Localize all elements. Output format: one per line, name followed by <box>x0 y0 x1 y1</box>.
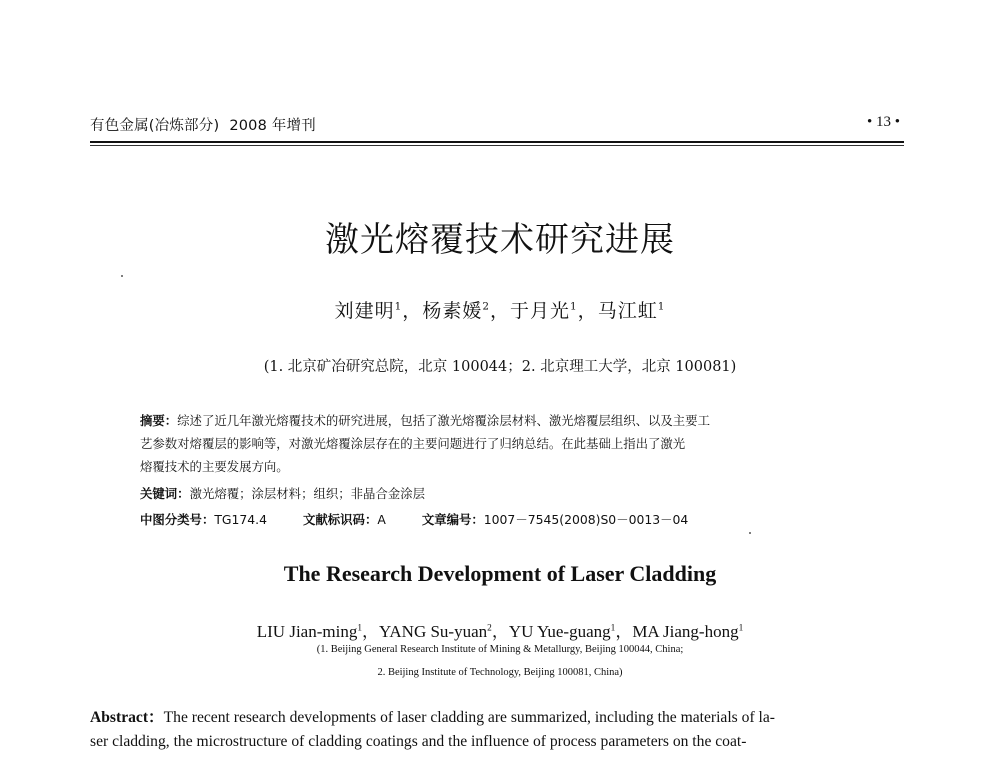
abstract-text: 综述了近几年激光熔覆技术的研究进展，包括了激光熔覆涂层材料、激光熔覆层组织、以及主要工 <box>177 413 710 428</box>
running-header <box>90 114 904 138</box>
document-code <box>303 510 386 528</box>
author-affiliation-mark: 1 <box>357 623 362 634</box>
scan-speck <box>749 532 751 534</box>
author-affiliation-mark: 1 <box>570 300 578 313</box>
chinese-keywords <box>140 484 425 502</box>
article-number-label: 文章编号： <box>421 512 484 527</box>
author-name: 杨素媛 <box>422 300 483 322</box>
english-title: The Research Development of Laser Cladding <box>283 561 717 586</box>
author-affiliation-mark: 1 <box>610 623 616 634</box>
abstract-line <box>140 409 862 432</box>
author-name: YU Yue-guang <box>508 622 611 641</box>
author-separator: ， <box>402 300 423 322</box>
author-name: YANG Su-yuan <box>379 622 488 641</box>
abstract-text: The recent research developments of laser cladding are summarized, including the materials of la- <box>163 709 775 726</box>
abstract-label: 摘要： <box>140 413 178 428</box>
abstract-line <box>90 706 904 730</box>
journal-issue: 2008 年增刊 <box>229 118 316 134</box>
chinese-affiliation: (1. 北京矿冶研究总院，北京 100044；2. 北京理工大学，北京 100081) <box>263 359 737 375</box>
author-name: MA Jiang-hong <box>632 622 739 641</box>
author-affiliation-mark: 2 <box>482 300 490 313</box>
author-affiliation-mark: 1 <box>394 300 403 313</box>
english-affiliation-line: 2. Beijing Institute of Technology, Beijing 100081, China) <box>377 667 623 678</box>
chinese-abstract <box>140 409 862 478</box>
scan-speck <box>121 275 123 277</box>
document-code-label: 文献标识码： <box>303 512 378 527</box>
author-separator: ， <box>615 622 633 641</box>
chinese-title: 激光熔覆技术研究进展 <box>325 220 675 260</box>
abstract-line: 熔覆技术的主要发展方向。 <box>140 459 289 474</box>
classification-label: 中图分类号： <box>140 512 215 527</box>
article-number-value: 1007－7545(2008)S0－0013－04 <box>483 512 689 527</box>
english-abstract <box>90 706 904 754</box>
keywords-label: 关键词： <box>140 486 190 501</box>
journal-name: 有色金属(冶炼部分) <box>90 118 220 134</box>
author-separator: ， <box>362 622 379 641</box>
english-authors <box>0 617 1000 642</box>
author-name: 于月光 <box>510 300 571 322</box>
abstract-line: 艺参数对熔覆层的影响等，对激光熔覆涂层存在的主要问题进行了归纳总结。在此基础上指出了激光 <box>140 436 686 451</box>
header-rule-secondary <box>90 145 904 146</box>
author-separator: ， <box>489 300 510 322</box>
author-affiliation-mark: 2 <box>487 623 492 634</box>
author-affiliation-mark: 1 <box>657 300 666 313</box>
abstract-label: Abstract： <box>90 709 164 726</box>
author-name: LIU Jian-ming <box>256 622 358 641</box>
chinese-authors <box>0 296 1000 323</box>
author-separator: ， <box>577 300 598 322</box>
chinese-classification <box>140 510 688 528</box>
author-affiliation-mark: 1 <box>738 623 744 634</box>
document-code-value: A <box>377 512 386 527</box>
author-name: 马江虹 <box>597 300 658 322</box>
journal-info <box>90 114 316 135</box>
classification-value: TG174.4 <box>214 512 267 527</box>
classification-code <box>140 510 267 528</box>
article-number <box>422 510 688 528</box>
page-number: • 13 • <box>866 114 900 130</box>
header-rule <box>90 141 904 143</box>
keywords-text: 激光熔覆；涂层材料；组织；非晶合金涂层 <box>189 486 425 501</box>
author-separator: ， <box>491 622 509 641</box>
english-affiliation-line: (1. Beijing General Research Institute of Mining & Metallurgy, Beijing 100044, China; <box>316 644 684 655</box>
abstract-line: ser cladding, the microstructure of cladding coatings and the influence of process parameters on the coat- <box>90 733 747 750</box>
author-name: 刘建明 <box>334 300 395 322</box>
